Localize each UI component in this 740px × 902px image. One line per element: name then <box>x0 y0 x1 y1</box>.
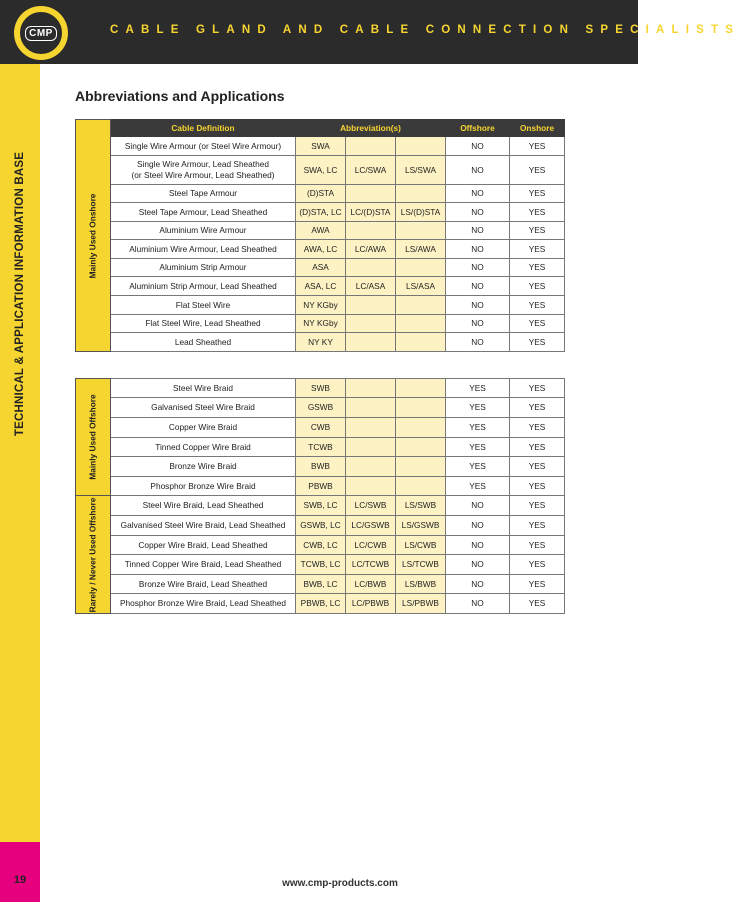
cable-definition-cell <box>111 222 296 240</box>
cable-definition: Lead Sheathed <box>174 336 232 347</box>
onshore-cell: YES <box>510 594 565 614</box>
cable-definition-cell <box>111 575 296 594</box>
page-title: Abbreviations and Applications <box>75 88 285 104</box>
table-row <box>76 496 565 516</box>
col-header-abbreviations: Abbreviation(s) <box>296 120 446 137</box>
cable-definition-note: (or Steel Wire Armour, Lead Sheathed) <box>131 170 275 180</box>
cable-definition: Tinned Copper Wire Braid, Lead Sheathed <box>124 559 282 569</box>
abbreviation-cell <box>346 438 396 457</box>
abbreviation-cell <box>346 457 396 477</box>
offshore-cell: NO <box>446 315 510 333</box>
cable-definition: Phosphor Bronze Wire Braid, Lead Sheathed <box>119 598 287 608</box>
onshore-cell: YES <box>510 457 565 477</box>
onshore-cell: YES <box>510 137 565 156</box>
cable-definition-cell <box>111 555 296 575</box>
offshore-table <box>75 378 565 614</box>
offshore-cell: NO <box>446 222 510 240</box>
abbreviation-cell <box>346 296 396 315</box>
cable-definition: Aluminium Strip Armour, Lead Sheathed <box>129 280 277 291</box>
abbreviation-cell: SWA <box>296 137 346 156</box>
cable-definition: Single Wire Armour (or Steel Wire Armour) <box>124 140 282 151</box>
table-row <box>76 156 565 185</box>
abbreviation-cell <box>346 333 396 352</box>
cable-definition-cell <box>111 277 296 296</box>
offshore-cell: NO <box>446 137 510 156</box>
cable-definition-cell <box>111 240 296 259</box>
offshore-cell: NO <box>446 516 510 536</box>
onshore-cell: YES <box>510 555 565 575</box>
abbreviation-cell: SWB <box>296 379 346 398</box>
abbreviation-cell: LS/(D)STA <box>396 203 446 222</box>
offshore-cell: NO <box>446 203 510 222</box>
table-row <box>76 240 565 259</box>
table-row <box>76 536 565 555</box>
abbreviation-cell: SWB, LC <box>296 496 346 516</box>
abbreviation-cell: TCWB, LC <box>296 555 346 575</box>
abbreviation-cell <box>396 438 446 457</box>
table-row <box>76 418 565 438</box>
cable-definition-cell <box>111 477 296 496</box>
col-header-definition: Cable Definition <box>111 120 296 137</box>
cable-definition: Single Wire Armour, Lead Sheathed <box>137 159 269 169</box>
table-row <box>76 296 565 315</box>
cable-definition-cell <box>111 296 296 315</box>
onshore-cell: YES <box>510 185 565 203</box>
abbreviation-cell <box>346 137 396 156</box>
offshore-cell: NO <box>446 156 510 185</box>
cable-definition-cell <box>111 137 296 156</box>
onshore-cell: YES <box>510 477 565 496</box>
cable-definition-cell <box>111 438 296 457</box>
table-row <box>76 457 565 477</box>
cable-definition: Copper Wire Braid, Lead Sheathed <box>138 539 268 550</box>
sidebar-page-tab <box>0 842 40 902</box>
offshore-cell: NO <box>446 333 510 352</box>
onshore-cell: YES <box>510 296 565 315</box>
table-row <box>76 516 565 536</box>
table-row <box>76 277 565 296</box>
group-label-onshore: Mainly Used Onshore <box>87 193 98 278</box>
onshore-cell: YES <box>510 379 565 398</box>
abbreviation-cell: AWA <box>296 222 346 240</box>
offshore-cell: YES <box>446 379 510 398</box>
cable-definition: Steel Tape Armour, Lead Sheathed <box>138 206 268 217</box>
abbreviation-cell <box>396 379 446 398</box>
cable-definition: Copper Wire Braid <box>168 422 238 432</box>
abbreviation-cell: PBWB, LC <box>296 594 346 614</box>
abbreviation-cell: TCWB <box>296 438 346 457</box>
offshore-cell: NO <box>446 277 510 296</box>
table-row <box>76 137 565 156</box>
cable-definition: Tinned Copper Wire Braid <box>155 441 251 452</box>
onshore-cell: YES <box>510 240 565 259</box>
abbreviation-cell <box>396 222 446 240</box>
abbreviation-cell: LS/AWA <box>396 240 446 259</box>
abbreviation-cell <box>346 222 396 240</box>
page-header <box>0 0 740 64</box>
page-number: 19 <box>13 874 27 886</box>
onshore-cell: YES <box>510 156 565 185</box>
abbreviation-cell: PBWB <box>296 477 346 496</box>
cable-definition: Phosphor Bronze Wire Braid <box>150 480 256 491</box>
abbreviation-cell <box>396 185 446 203</box>
table-row <box>76 594 565 614</box>
cable-definition-cell <box>111 457 296 477</box>
abbreviation-cell <box>346 379 396 398</box>
abbreviation-cell: NY KGby <box>296 315 346 333</box>
abbreviation-cell: (D)STA, LC <box>296 203 346 222</box>
abbreviation-cell: LS/GSWB <box>396 516 446 536</box>
cable-definition-cell <box>111 536 296 555</box>
abbreviation-cell: LS/BWB <box>396 575 446 594</box>
abbreviation-cell: NY KY <box>296 333 346 352</box>
cable-definition-cell <box>111 185 296 203</box>
table-row <box>76 333 565 352</box>
sidebar-title: TECHNICAL & APPLICATION INFORMATION BASE <box>14 151 26 437</box>
cable-definition-cell <box>111 203 296 222</box>
offshore-cell: NO <box>446 555 510 575</box>
cable-definition: Bronze Wire Braid <box>169 461 237 471</box>
abbreviation-cell: LS/SWB <box>396 496 446 516</box>
footer-url: www.cmp-products.com <box>282 878 398 889</box>
abbreviation-cell <box>346 477 396 496</box>
cable-definition: Galvanised Steel Wire Braid, Lead Sheathed <box>120 520 286 530</box>
abbreviation-cell: LC/ASA <box>346 277 396 296</box>
offshore-cell: NO <box>446 259 510 277</box>
table-header-row <box>76 120 565 137</box>
table-row <box>76 477 565 496</box>
cable-definition-cell <box>111 594 296 614</box>
cable-definition-cell <box>111 496 296 516</box>
offshore-cell: NO <box>446 496 510 516</box>
cable-definition: Bronze Wire Braid, Lead Sheathed <box>138 578 268 589</box>
abbreviation-cell: (D)STA <box>296 185 346 203</box>
table-row <box>76 398 565 418</box>
onshore-cell: YES <box>510 398 565 418</box>
onshore-cell: YES <box>510 315 565 333</box>
onshore-cell: YES <box>510 333 565 352</box>
abbreviation-cell <box>346 315 396 333</box>
offshore-cell: NO <box>446 240 510 259</box>
abbreviation-cell <box>396 398 446 418</box>
cable-definition-cell <box>111 315 296 333</box>
table-row <box>76 259 565 277</box>
abbreviation-cell <box>396 296 446 315</box>
onshore-cell: YES <box>510 222 565 240</box>
cable-definition: Aluminium Wire Armour <box>159 225 247 235</box>
group-label-mainly-offshore: Mainly Used Offshore <box>87 394 98 480</box>
cable-definition: Aluminium Wire Armour, Lead Sheathed <box>129 243 277 254</box>
abbreviation-cell: GSWB <box>296 398 346 418</box>
abbreviation-cell <box>396 259 446 277</box>
abbreviation-cell: LS/PBWB <box>396 594 446 614</box>
abbreviation-cell <box>396 477 446 496</box>
cable-definition: Flat Steel Wire <box>175 299 231 310</box>
onshore-cell: YES <box>510 418 565 438</box>
cable-definition: Galvanised Steel Wire Braid <box>151 402 255 412</box>
abbreviation-cell: LC/PBWB <box>346 594 396 614</box>
table-row <box>76 315 565 333</box>
cable-definition: Steel Wire Braid <box>173 382 233 393</box>
cable-definition-cell <box>111 516 296 536</box>
offshore-cell: NO <box>446 296 510 315</box>
offshore-cell: NO <box>446 536 510 555</box>
abbreviation-cell <box>346 398 396 418</box>
header-tagline: CABLE GLAND AND CABLE CONNECTION SPECIALISTS <box>110 24 740 36</box>
abbreviation-cell: LC/SWA <box>346 156 396 185</box>
abbreviation-cell: LS/TCWB <box>396 555 446 575</box>
abbreviation-cell: LC/SWB <box>346 496 396 516</box>
abbreviation-cell <box>396 333 446 352</box>
onshore-cell: YES <box>510 496 565 516</box>
group-label-rarely-offshore: Rarely / Never Used Offshore <box>87 497 98 612</box>
cable-definition: Steel Wire Braid, Lead Sheathed <box>142 500 264 510</box>
abbreviation-cell: ASA <box>296 259 346 277</box>
cable-definition: Steel Tape Armour <box>168 188 238 198</box>
offshore-cell: YES <box>446 418 510 438</box>
col-header-offshore: Offshore <box>446 120 510 137</box>
offshore-cell: NO <box>446 575 510 594</box>
onshore-cell: YES <box>510 259 565 277</box>
table-row <box>76 203 565 222</box>
cable-definition-cell <box>111 418 296 438</box>
cable-definition-cell <box>111 379 296 398</box>
cable-definition-cell <box>111 156 296 185</box>
table-row <box>76 379 565 398</box>
cable-definition-cell <box>111 259 296 277</box>
abbreviation-cell: LC/(D)STA <box>346 203 396 222</box>
abbreviation-cell: LC/GSWB <box>346 516 396 536</box>
table-row <box>76 222 565 240</box>
abbreviation-cell <box>396 457 446 477</box>
onshore-cell: YES <box>510 575 565 594</box>
onshore-table <box>75 119 565 352</box>
abbreviation-cell <box>346 418 396 438</box>
onshore-cell: YES <box>510 516 565 536</box>
abbreviation-cell <box>396 418 446 438</box>
offshore-cell: YES <box>446 438 510 457</box>
abbreviation-cell: LC/BWB <box>346 575 396 594</box>
abbreviation-cell: BWB, LC <box>296 575 346 594</box>
abbreviation-cell: LC/CWB <box>346 536 396 555</box>
group-label-cell <box>76 120 111 352</box>
cable-definition-cell <box>111 333 296 352</box>
offshore-cell: YES <box>446 398 510 418</box>
sidebar <box>0 64 40 902</box>
abbreviation-cell: SWA, LC <box>296 156 346 185</box>
table-row <box>76 555 565 575</box>
abbreviation-cell: ASA, LC <box>296 277 346 296</box>
abbreviation-cell <box>396 315 446 333</box>
abbreviation-cell: LC/TCWB <box>346 555 396 575</box>
logo-inner <box>19 11 63 55</box>
onshore-cell: YES <box>510 438 565 457</box>
logo-text: CMP <box>25 26 57 41</box>
table-row <box>76 438 565 457</box>
table-row <box>76 185 565 203</box>
onshore-cell: YES <box>510 536 565 555</box>
abbreviation-cell: LS/CWB <box>396 536 446 555</box>
abbreviation-cell: LS/ASA <box>396 277 446 296</box>
cable-definition-cell <box>111 398 296 418</box>
offshore-cell: YES <box>446 477 510 496</box>
group-label-cell <box>76 496 111 614</box>
abbreviation-cell: AWA, LC <box>296 240 346 259</box>
abbreviation-cell <box>346 185 396 203</box>
abbreviation-cell <box>396 137 446 156</box>
onshore-cell: YES <box>510 203 565 222</box>
offshore-cell: NO <box>446 594 510 614</box>
abbreviation-cell: CWB <box>296 418 346 438</box>
abbreviation-cell: LC/AWA <box>346 240 396 259</box>
abbreviation-cell: NY KGby <box>296 296 346 315</box>
cable-definition: Aluminium Strip Armour <box>159 262 247 272</box>
offshore-cell: NO <box>446 185 510 203</box>
offshore-cell: YES <box>446 457 510 477</box>
abbreviation-cell: GSWB, LC <box>296 516 346 536</box>
abbreviation-cell: LS/SWA <box>396 156 446 185</box>
cable-definition: Flat Steel Wire, Lead Sheathed <box>145 318 261 328</box>
col-header-onshore: Onshore <box>510 120 565 137</box>
abbreviation-cell <box>346 259 396 277</box>
abbreviation-cell: CWB, LC <box>296 536 346 555</box>
group-label-cell <box>76 379 111 496</box>
onshore-cell: YES <box>510 277 565 296</box>
table-row <box>76 575 565 594</box>
abbreviation-cell: BWB <box>296 457 346 477</box>
cmp-logo-icon <box>14 6 68 60</box>
